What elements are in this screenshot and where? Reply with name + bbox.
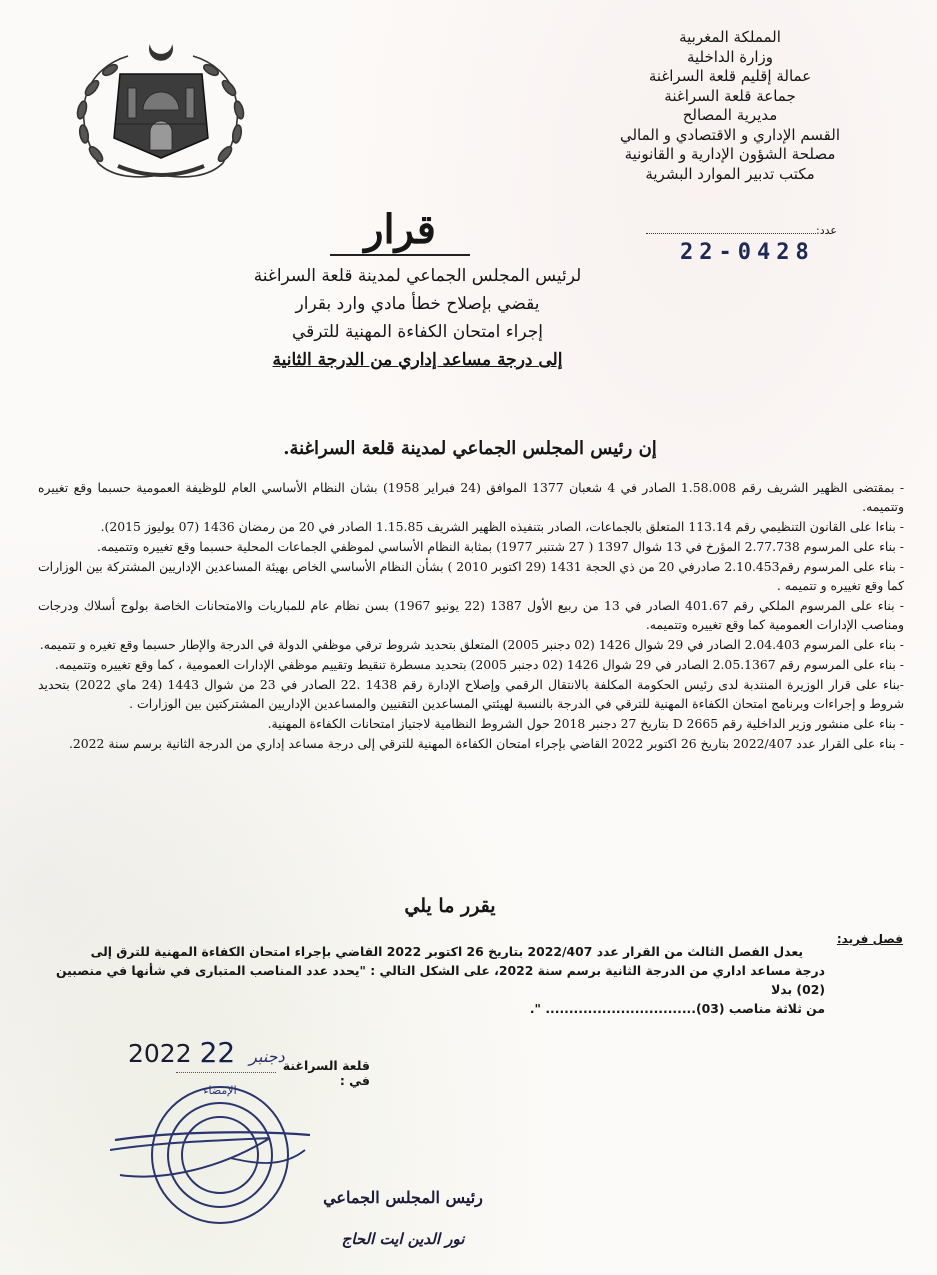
document-subtitle [250,262,585,374]
consideration-item: - بناء على المرسوم رقم 2.05.1367 الصادر في 29 شوال 1426 (02 دجنبر 2005) بتحديد مسطرة تنقيط وتقييم موظفي الإدارات العمومية ، كما وقع تغييره وتتميمه. [54,657,904,672]
header-line-kingdom: المملكة المغربية [679,28,781,46]
stamp-label: الإمضاء [203,1084,237,1097]
subtitle-line-4: إلى درجة مساعد إداري من الدرجة الثانية [272,350,563,370]
subtitle-line-1: لرئيس المجلس الجماعي لمدينة قلعة السراغنة [253,266,582,286]
article-line-1: يعدل الفصل الثالث من القرار عدد 2022/407 بتاريخ 26 اكتوبر 2022 القاضي بإجراء امتحان الكفاءة المهنية للترق إلى [90,944,803,959]
reference-row [597,224,837,237]
header-line-ministry: وزارة الداخلية [686,47,774,66]
decision-heading: يقرر ما يلي [404,895,496,917]
article-line-3: من ثلاثة مناصب (03)................................ ". [529,1001,825,1016]
consideration-item: - بناء على المرسوم الملكي رقم 401.67 الصادر في 13 من ربيع الأول 1387 (22 يونيو 1967) بسن نظام عام للمباريات والامتحانات الخاصة بولوج أسلاك ودرجات ومناصب الإدارات العمومية كما وقع تغييره وتتميمه. [38,598,904,632]
signatory-title: رئيس المجلس الجماعي [323,1188,483,1207]
date-year: 2022 [128,1039,192,1068]
legal-considerations-list [38,478,904,754]
article-line-2: درجة مساعد اداري من الدرجة الثانية برسم سنة 2022، على الشكل التالي : "يحدد عدد المناصب المتبارى في شأنها في منصبين (02) بدلا [55,963,825,997]
signatory-name: نور الدين ايت الحاج [341,1230,465,1248]
official-stamp-icon [110,1080,340,1230]
subtitle-line-3: إجراء امتحان الكفاءة المهنية للترقي [291,322,544,342]
place-date-label: قلعة السراغنة في : [282,1058,370,1088]
header-line-division: القسم الإداري و الاقتصادي و المالي [619,125,841,144]
preamble-heading: إن رئيس المجلس الجماعي لمدينة قلعة السراغنة. [283,438,657,459]
header-line-prefecture: عمالة إقليم قلعة السراغنة [648,67,812,85]
consideration-item: - بناء على المرسوم 2.04.403 الصادر في 29 شوال 1426 (02 دجنبر 2005) المتعلق بتحديد شروط ترقي موظفي الدولة في الدرجة والإطار حسبما وقع تغيره و تتميمه. [39,637,904,652]
header-line-commune: جماعة قلعة السراغنة [664,86,796,105]
issuing-authority-header [595,28,865,184]
consideration-item: - بمقتضى الظهير الشريف رقم 1.58.008 الصادر في 4 شعبان 1377 الموافق (24 فبراير 1958) بشان النظام الأساسي العام للوظيفة العمومية حسبما وقع تغييره وتتميمه. [38,480,905,514]
reference-number-stamp: 22-0428 [680,240,815,265]
consideration-item: - بناء على المرسوم 2.77.738 المؤرخ في 13 شوال 1397 ( 27 شتنبر 1977) بمثابة النظام الأساسي لموظفي الجماعات المحلية حسبما وقع تغييره وتتميمه. [96,539,904,554]
handwritten-date [128,1036,291,1069]
crescent-icon [149,44,173,61]
reference-dotted-line [646,233,816,234]
consideration-item: - بناء على منشور وزير الداخلية رقم D 2665 بتاريخ 27 دجنبر 2018 حول الشروط النظامية لاجتياز امتحانات الكفاءة المهنية. [267,716,904,731]
date-day: 22 [199,1036,236,1069]
header-line-directorate: مديرية المصالح [682,106,778,124]
header-line-service: مصلحة الشؤون الإدارية و القانونية [624,145,836,163]
date-month: دجنبر [249,1047,285,1066]
article-label: فصل فريد: [836,932,903,946]
coat-of-arms-icon [58,38,263,188]
consideration-item: - بناءا على القانون التنظيمي رقم 113.14 المتعلق بالجماعات، الصادر بتنفيذه الظهير الشريف 1.15.85 الصادر في 20 من رمضان 1436 (07 يوليوز 2015). [100,519,904,534]
consideration-item: - بناء على القرار عدد 2022/407 بتاريخ 26 اكتوبر 2022 القاضي بإجراء امتحان الكفاءة المهنية للترقي إلى درجة مساعد إداري من الدرجة الثانية برسم سنة 2022. [68,736,904,751]
document-title: قرار [330,208,470,256]
consideration-item: -بناء على قرار الوزيرة المنتدبة لدى رئيس الحكومة المكلفة بالانتقال الرقمي وإصلاح الإدارة رقم 1438 .22 الصادر في 23 من شوال 1443 (24 ماي 2022) بتحديد شروط و إجراءات وبرنامج امتحان الكفاءة المهنية للترقي في الدرجة بالنسبة لهيئتي المساعدين التقنيين والمساعدين الإداريين المشتركتين بين الوزارات . [38,677,904,711]
consideration-item: - بناء على المرسوم رقم2.10.453 صادرفي 20 من ذي الحجة 1431 (29 اكتوبر 2010 ) بشأن النظام الأساسي الخاص بهيئة المساعدين الإداريين المشتركة بين الوزارات كما وقع تغييره و تتميمه . [38,559,904,593]
date-dotted-line [176,1072,276,1073]
reference-label: عدد: [816,224,837,237]
header-line-office: مكتب تدبير الموارد البشرية [645,164,815,183]
subtitle-line-2: يقضي بإصلاح خطأ مادي وارد بقرار [295,294,540,314]
article-body [55,942,825,1018]
